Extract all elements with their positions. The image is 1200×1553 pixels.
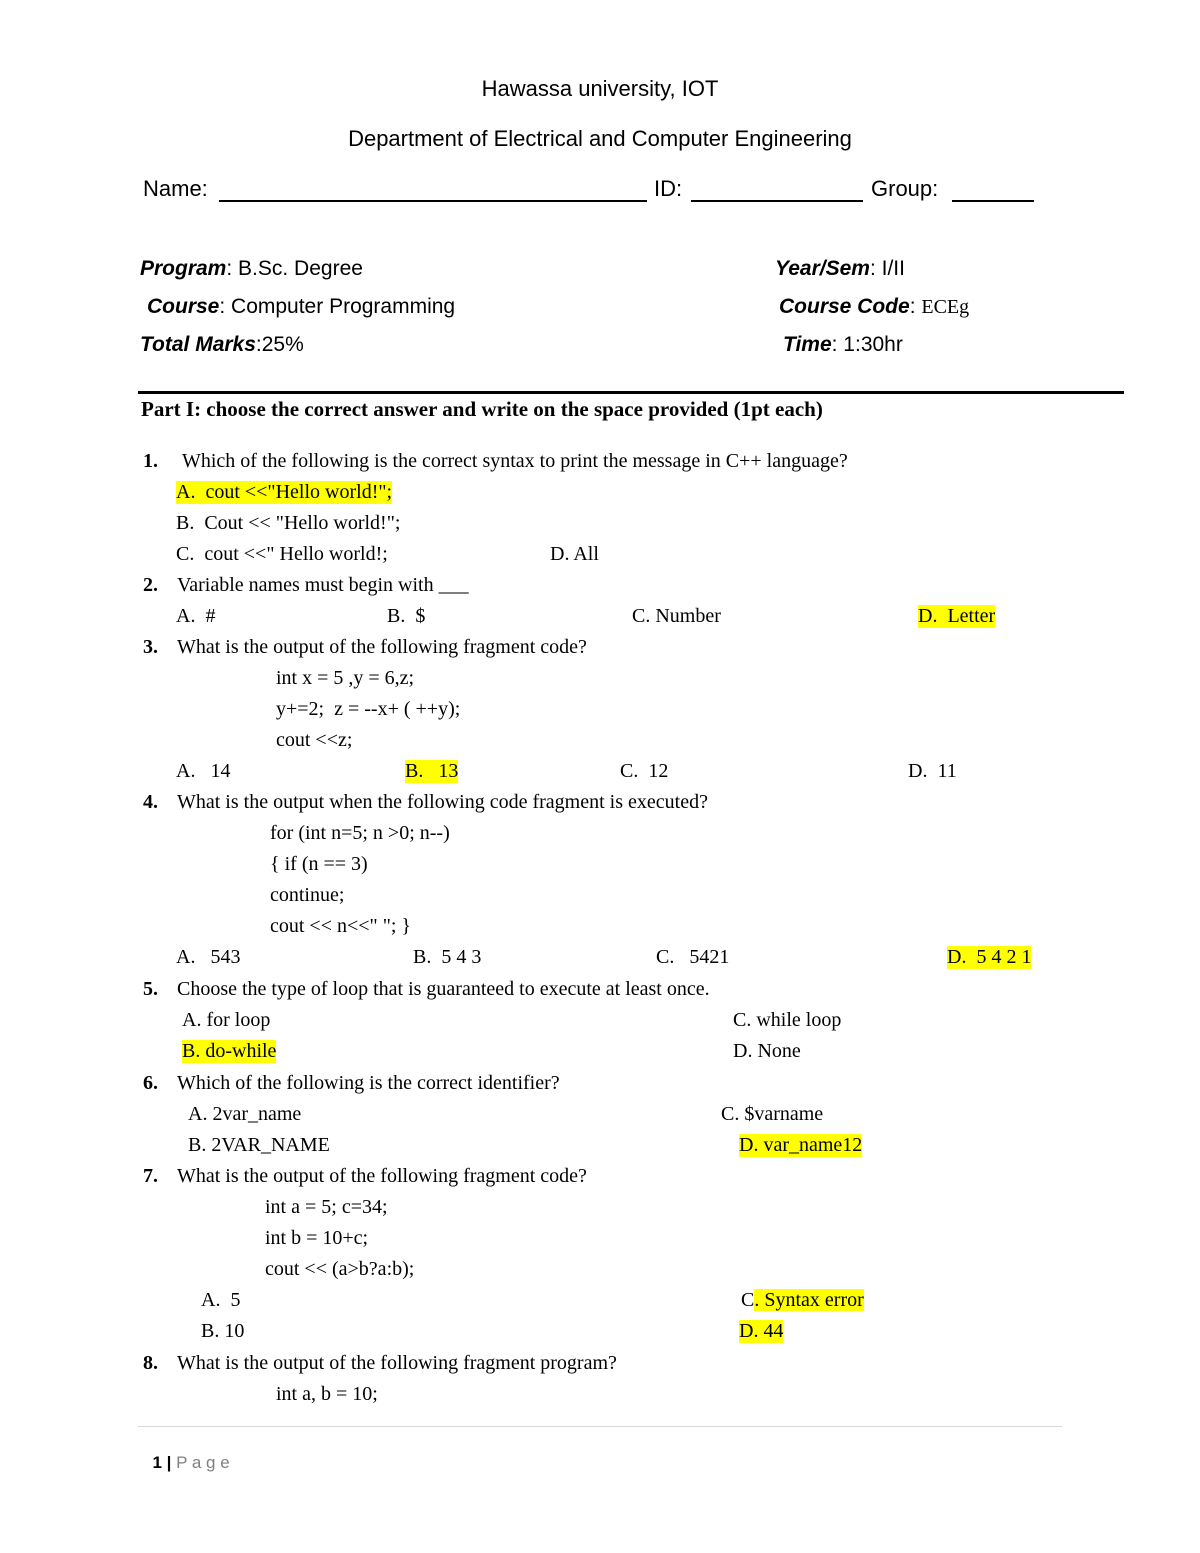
q7-option-b: B. 10 bbox=[201, 1320, 245, 1342]
totalmarks-label: Total Marks bbox=[140, 333, 256, 356]
q3-code-line2: y+=2; z = --x+ ( ++y); bbox=[276, 698, 461, 720]
footer-separator: | bbox=[161, 1453, 177, 1472]
name-blank bbox=[219, 200, 647, 202]
q3-option-d: D. 11 bbox=[908, 760, 957, 782]
page-footer bbox=[143, 1433, 230, 1473]
q4-code-line1: for (int n=5; n >0; n--) bbox=[270, 822, 450, 844]
q1-option-c: C. cout <<" Hello world!; bbox=[176, 543, 388, 565]
q2-option-b: B. $ bbox=[387, 605, 426, 627]
q1-option-b: B. Cout << "Hello world!"; bbox=[176, 512, 401, 534]
q1-number: 1. bbox=[143, 450, 158, 472]
q7-option-a: A. 5 bbox=[201, 1289, 241, 1311]
group-blank bbox=[952, 200, 1034, 202]
coursecode-sep: : bbox=[909, 295, 922, 318]
course-label: Course bbox=[147, 295, 220, 318]
q3-text: What is the output of the following fragment code? bbox=[177, 636, 587, 658]
q3-option-b: B. 13 bbox=[405, 760, 459, 782]
q5-option-a: A. for loop bbox=[182, 1009, 271, 1031]
course-line bbox=[147, 295, 455, 319]
q6-number: 6. bbox=[143, 1072, 158, 1094]
id-blank bbox=[691, 200, 863, 202]
q4-code-line2: { if (n == 3) bbox=[270, 853, 368, 875]
q3-code-line1: int x = 5 ,y = 6,z; bbox=[276, 667, 415, 689]
q6-option-c: C. $varname bbox=[721, 1103, 824, 1125]
q3-option-c: C. 12 bbox=[620, 760, 669, 782]
q1-option-d: D. All bbox=[550, 543, 599, 565]
q7-option-c bbox=[741, 1289, 864, 1312]
id-label: ID: bbox=[654, 176, 683, 201]
q5-option-c: C. while loop bbox=[733, 1009, 842, 1031]
q6-option-b: B. 2VAR_NAME bbox=[188, 1134, 330, 1156]
q1-option-a: A. cout <<"Hello world!"; bbox=[176, 481, 393, 503]
coursecode-line bbox=[779, 295, 969, 319]
q3-number: 3. bbox=[143, 636, 158, 658]
q7-code-line2: int b = 10+c; bbox=[265, 1227, 369, 1249]
q6-text: Which of the following is the correct identifier? bbox=[177, 1072, 560, 1094]
q8-text: What is the output of the following fragment program? bbox=[177, 1352, 617, 1374]
q3-code-line3: cout <<z; bbox=[276, 729, 353, 751]
program-label: Program bbox=[140, 257, 227, 280]
q4-code-line3: continue; bbox=[270, 884, 345, 906]
yearsem-label: Year/Sem bbox=[775, 257, 870, 280]
time-value: : 1:30hr bbox=[831, 333, 903, 356]
q6-option-d: D. var_name12 bbox=[739, 1134, 863, 1156]
q7-option-d: D. 44 bbox=[739, 1320, 784, 1342]
q2-option-c: C. Number bbox=[632, 605, 721, 627]
q4-number: 4. bbox=[143, 791, 158, 813]
totalmarks-line bbox=[140, 333, 304, 357]
q4-code-line4: cout << n<<" "; } bbox=[270, 915, 412, 937]
q4-option-a: A. 543 bbox=[176, 946, 241, 968]
q7-option-c-prefix: C bbox=[741, 1289, 755, 1311]
q5-number: 5. bbox=[143, 978, 158, 1000]
q8-number: 8. bbox=[143, 1352, 158, 1374]
q7-option-c-text: . Syntax error bbox=[754, 1289, 864, 1311]
group-label: Group: bbox=[871, 176, 939, 201]
section-divider bbox=[138, 391, 1124, 394]
q7-code-line1: int a = 5; c=34; bbox=[265, 1196, 388, 1218]
yearsem-value: : I/II bbox=[869, 257, 905, 280]
q7-text: What is the output of the following fragment code? bbox=[177, 1165, 587, 1187]
q2-option-d: D. Letter bbox=[918, 605, 996, 627]
page-number: 1 bbox=[152, 1453, 162, 1472]
program-value: : B.Sc. Degree bbox=[226, 257, 363, 280]
coursecode-label: Course Code bbox=[779, 295, 910, 318]
coursecode-value: ECEg bbox=[921, 296, 970, 318]
university-title: Hawassa university, IOT bbox=[481, 76, 719, 101]
q6-option-a: A. 2var_name bbox=[188, 1103, 302, 1125]
q2-text: Variable names must begin with ___ bbox=[177, 574, 469, 596]
q5-text: Choose the type of loop that is guaranteed to execute at least once. bbox=[177, 978, 710, 1000]
q5-option-b: B. do-while bbox=[182, 1040, 277, 1062]
time-label: Time bbox=[783, 333, 832, 356]
name-label: Name: bbox=[143, 176, 208, 201]
program-line bbox=[140, 257, 363, 281]
q8-code-line1: int a, b = 10; bbox=[276, 1383, 378, 1405]
totalmarks-value: :25% bbox=[255, 333, 304, 356]
q3-option-a: A. 14 bbox=[176, 760, 231, 782]
yearsem-line bbox=[775, 257, 905, 281]
part1-title: Part I: choose the correct answer and write on the space provided (1pt each) bbox=[141, 397, 823, 421]
q4-option-d: D. 5 4 2 1 bbox=[947, 946, 1032, 968]
q1-text: Which of the following is the correct syntax to print the message in C++ language? bbox=[182, 450, 848, 472]
time-line bbox=[783, 333, 903, 357]
q4-text: What is the output when the following code fragment is executed? bbox=[177, 791, 708, 813]
q5-option-d: D. None bbox=[733, 1040, 801, 1062]
footer-divider bbox=[138, 1426, 1062, 1427]
q2-number: 2. bbox=[143, 574, 158, 596]
q7-code-line3: cout << (a>b?a:b); bbox=[265, 1258, 415, 1280]
q4-option-b: B. 5 4 3 bbox=[413, 946, 482, 968]
department-title: Department of Electrical and Computer Engineering bbox=[348, 126, 852, 151]
page-word: P a g e bbox=[176, 1453, 230, 1472]
course-value: : Computer Programming bbox=[219, 295, 456, 318]
q2-option-a: A. # bbox=[176, 605, 216, 627]
q7-number: 7. bbox=[143, 1165, 158, 1187]
q4-option-c: C. 5421 bbox=[656, 946, 730, 968]
